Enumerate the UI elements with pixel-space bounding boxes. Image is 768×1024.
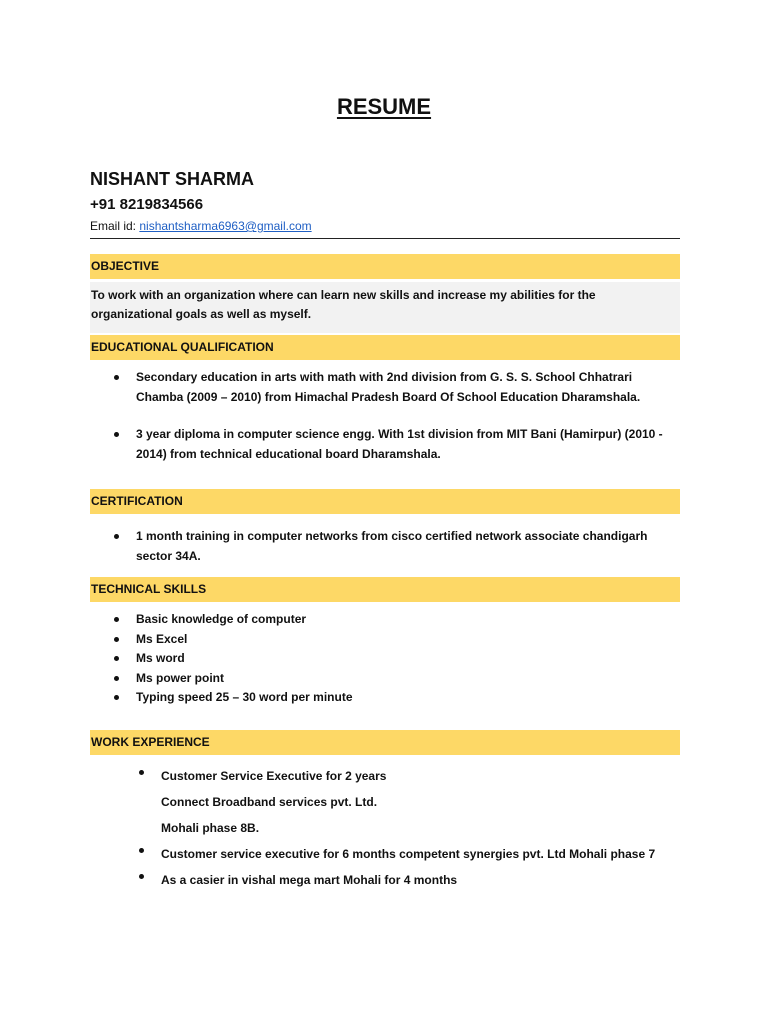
list-item: Ms word [112, 649, 672, 669]
list-item: Basic knowledge of computer [112, 610, 672, 630]
education-list [112, 368, 672, 464]
header-divider [90, 238, 680, 239]
experience-list [137, 763, 697, 893]
list-item: Typing speed 25 – 30 word per minute [112, 688, 672, 708]
section-heading-skills: TECHNICAL SKILLS [90, 577, 680, 602]
list-item: Customer service executive for 6 months competent synergies pvt. Ltd Mohali phase 7 [137, 841, 697, 867]
phone-number: +91 8219834566 [90, 196, 204, 213]
list-item: 1 month training in computer networks from cisco certified network associate chandigarh sector 34A. [112, 527, 672, 566]
list-item: Customer Service Executive for 2 years [137, 763, 697, 789]
section-heading-objective: OBJECTIVE [90, 254, 680, 279]
list-item: Mohali phase 8B. [161, 821, 260, 835]
email-line [90, 219, 312, 233]
list-item: 3 year diploma in computer science engg. With 1st division from MIT Bani (Hamirpur) (2010 - 2014) from technical educational board Dharamshala. [112, 425, 672, 464]
objective-text: To work with an organization where can learn new skills and increase my abilities for the organizational goals as well as myself. [90, 282, 680, 333]
email-link[interactable]: nishantsharma6963@gmail.com [139, 219, 312, 233]
list-item: Secondary education in arts with math with 2nd division from G. S. S. School Chhatrari Chamba (2009 – 2010) from Himachal Pradesh Board Of School Education Dharamshala. [112, 368, 672, 407]
list-item: Ms Excel [112, 630, 672, 650]
candidate-name: NISHANT SHARMA [90, 169, 254, 189]
list-item: As a casier in vishal mega mart Mohali for 4 months [137, 867, 697, 893]
list-item: Connect Broadband services pvt. Ltd. [161, 795, 378, 809]
certification-list [112, 527, 672, 566]
section-heading-certification: CERTIFICATION [90, 489, 680, 514]
skills-list [112, 610, 672, 708]
list-item: Ms power point [112, 669, 672, 689]
section-heading-experience: WORK EXPERIENCE [90, 730, 680, 755]
page-title: RESUME [336, 94, 432, 119]
section-heading-education: EDUCATIONAL QUALIFICATION [90, 335, 680, 360]
email-label: Email id: [90, 219, 137, 233]
